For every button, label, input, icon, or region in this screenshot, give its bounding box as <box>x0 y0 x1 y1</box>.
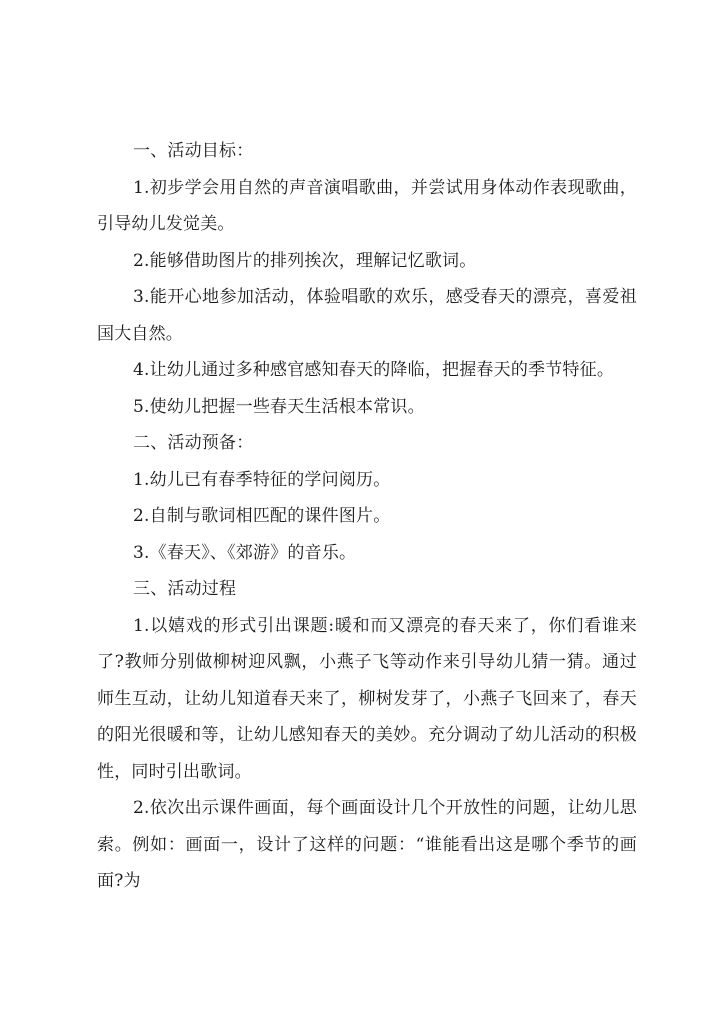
heading-activity-preparation: 二、活动预备： <box>133 433 254 453</box>
heading-activity-process: 三、活动过程 <box>133 579 237 599</box>
goal-item-5: 5.使幼儿把握一些春天生活根本常识。 <box>133 396 425 417</box>
document-body <box>97 133 637 900</box>
preparation-item-2: 2.自制与歌词相匹配的课件图片。 <box>133 506 391 526</box>
heading-activity-goals: 一、活动目标： <box>133 141 254 161</box>
goal-item-2: 2.能够借助图片的排列挨次，理解记忆歌词。 <box>133 250 477 271</box>
preparation-item-3: 3.《春天》、《郊游》的音乐。 <box>133 542 357 563</box>
goal-item-4: 4.让幼儿通过多种感官感知春天的降临，把握春天的季节特征。 <box>133 360 615 380</box>
process-item-2: 2.依次出示课件画面，每个画面设计几个开放性的问题，让幼儿思索。例如：画面一，设计了这样的问题：“谁能看出这是哪个季节的画面?为 <box>97 798 637 891</box>
goal-item-1: 1.初步学会用自然的声音演唱歌曲，并尝试用身体动作表现歌曲，引导幼儿发觉美。 <box>97 177 637 234</box>
preparation-item-1: 1.幼儿已有春季特征的学问阅历。 <box>133 469 391 490</box>
goal-item-3: 3.能开心地参加活动，体验唱歌的欢乐，感受春天的漂亮，喜爱祖国大自然。 <box>97 287 637 344</box>
process-item-1: 1.以嬉戏的形式引出课题:暖和而又漂亮的春天来了，你们看谁来了?教师分别做柳树迎风飘，小燕子飞等动作来引导幼儿猜一猜。通过师生互动，让幼儿知道春天来了，柳树发芽了，小燕子飞回来了，春天的阳光很暖和等，让幼儿感知春天的美妙。充分调动了幼儿活动的积极性，同时引出歌词。 <box>97 615 637 782</box>
